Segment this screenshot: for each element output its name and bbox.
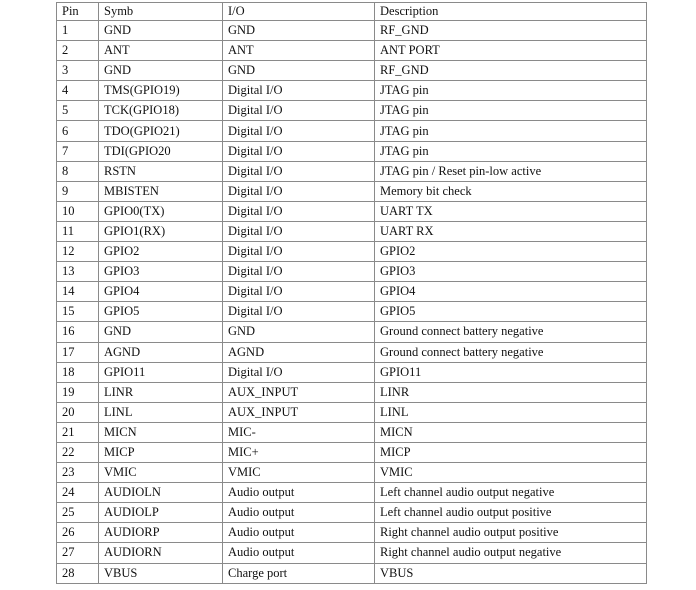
io-cell: Audio output bbox=[223, 523, 375, 543]
symb-cell: GPIO0(TX) bbox=[99, 201, 223, 221]
table-row bbox=[57, 282, 647, 302]
table-row bbox=[57, 161, 647, 181]
table-row bbox=[57, 563, 647, 583]
table-row bbox=[57, 382, 647, 402]
description-cell: ANT PORT bbox=[375, 41, 647, 61]
symb-cell: AGND bbox=[99, 342, 223, 362]
symb-cell: GND bbox=[99, 21, 223, 41]
description-cell: LINL bbox=[375, 402, 647, 422]
io-cell: Audio output bbox=[223, 503, 375, 523]
symb-cell: GPIO1(RX) bbox=[99, 221, 223, 241]
description-cell: GPIO4 bbox=[375, 282, 647, 302]
table-header bbox=[57, 3, 647, 21]
pin-cell: 13 bbox=[57, 262, 99, 282]
description-cell: Right channel audio output positive bbox=[375, 523, 647, 543]
description-cell: Ground connect battery negative bbox=[375, 322, 647, 342]
table-row bbox=[57, 402, 647, 422]
pin-cell: 1 bbox=[57, 21, 99, 41]
description-cell: LINR bbox=[375, 382, 647, 402]
table-row bbox=[57, 302, 647, 322]
symb-cell: RSTN bbox=[99, 161, 223, 181]
pin-cell: 16 bbox=[57, 322, 99, 342]
io-cell: Digital I/O bbox=[223, 141, 375, 161]
description-cell: UART TX bbox=[375, 201, 647, 221]
header-row bbox=[57, 3, 647, 21]
table-body bbox=[57, 21, 647, 584]
pin-cell: 28 bbox=[57, 563, 99, 583]
io-cell: MIC+ bbox=[223, 442, 375, 462]
table-row bbox=[57, 21, 647, 41]
pin-cell: 7 bbox=[57, 141, 99, 161]
description-cell: Right channel audio output negative bbox=[375, 543, 647, 563]
io-cell: Charge port bbox=[223, 563, 375, 583]
table-row bbox=[57, 141, 647, 161]
pin-cell: 19 bbox=[57, 382, 99, 402]
description-cell: VBUS bbox=[375, 563, 647, 583]
io-cell: Digital I/O bbox=[223, 201, 375, 221]
description-cell: VMIC bbox=[375, 463, 647, 483]
io-cell: AUX_INPUT bbox=[223, 382, 375, 402]
pin-cell: 5 bbox=[57, 101, 99, 121]
header-io: I/O bbox=[223, 3, 375, 21]
symb-cell: LINL bbox=[99, 402, 223, 422]
table-row bbox=[57, 342, 647, 362]
io-cell: Digital I/O bbox=[223, 262, 375, 282]
symb-cell: MICP bbox=[99, 442, 223, 462]
symb-cell: TCK(GPIO18) bbox=[99, 101, 223, 121]
symb-cell: AUDIORN bbox=[99, 543, 223, 563]
symb-cell: LINR bbox=[99, 382, 223, 402]
description-cell: Ground connect battery negative bbox=[375, 342, 647, 362]
table-row bbox=[57, 483, 647, 503]
symb-cell: GND bbox=[99, 322, 223, 342]
io-cell: Digital I/O bbox=[223, 242, 375, 262]
io-cell: AUX_INPUT bbox=[223, 402, 375, 422]
io-cell: Digital I/O bbox=[223, 302, 375, 322]
table-row bbox=[57, 503, 647, 523]
description-cell: GPIO11 bbox=[375, 362, 647, 382]
io-cell: Digital I/O bbox=[223, 221, 375, 241]
header-description: Description bbox=[375, 3, 647, 21]
pin-cell: 4 bbox=[57, 81, 99, 101]
header-pin: Pin bbox=[57, 3, 99, 21]
symb-cell: VBUS bbox=[99, 563, 223, 583]
description-cell: MICP bbox=[375, 442, 647, 462]
pin-cell: 9 bbox=[57, 181, 99, 201]
table-row bbox=[57, 181, 647, 201]
io-cell: GND bbox=[223, 21, 375, 41]
io-cell: GND bbox=[223, 61, 375, 81]
symb-cell: GPIO3 bbox=[99, 262, 223, 282]
table-row bbox=[57, 322, 647, 342]
symb-cell: GND bbox=[99, 61, 223, 81]
io-cell: Digital I/O bbox=[223, 181, 375, 201]
io-cell: VMIC bbox=[223, 463, 375, 483]
table-row bbox=[57, 262, 647, 282]
pin-cell: 20 bbox=[57, 402, 99, 422]
pin-cell: 24 bbox=[57, 483, 99, 503]
pin-cell: 22 bbox=[57, 442, 99, 462]
table-row bbox=[57, 221, 647, 241]
pin-cell: 25 bbox=[57, 503, 99, 523]
description-cell: UART RX bbox=[375, 221, 647, 241]
description-cell: Left channel audio output negative bbox=[375, 483, 647, 503]
io-cell: ANT bbox=[223, 41, 375, 61]
table-row bbox=[57, 362, 647, 382]
pin-cell: 18 bbox=[57, 362, 99, 382]
description-cell: Left channel audio output positive bbox=[375, 503, 647, 523]
pin-cell: 21 bbox=[57, 422, 99, 442]
symb-cell: MICN bbox=[99, 422, 223, 442]
description-cell: MICN bbox=[375, 422, 647, 442]
pin-cell: 11 bbox=[57, 221, 99, 241]
pin-cell: 2 bbox=[57, 41, 99, 61]
symb-cell: AUDIORP bbox=[99, 523, 223, 543]
pin-cell: 27 bbox=[57, 543, 99, 563]
description-cell: RF_GND bbox=[375, 61, 647, 81]
symb-cell: TDI(GPIO20 bbox=[99, 141, 223, 161]
table-row bbox=[57, 81, 647, 101]
pin-cell: 14 bbox=[57, 282, 99, 302]
symb-cell: VMIC bbox=[99, 463, 223, 483]
symb-cell: GPIO2 bbox=[99, 242, 223, 262]
pin-cell: 10 bbox=[57, 201, 99, 221]
description-cell: GPIO5 bbox=[375, 302, 647, 322]
description-cell: JTAG pin bbox=[375, 101, 647, 121]
io-cell: Audio output bbox=[223, 483, 375, 503]
table-row bbox=[57, 121, 647, 141]
table-row bbox=[57, 201, 647, 221]
description-cell: JTAG pin bbox=[375, 141, 647, 161]
symb-cell: ANT bbox=[99, 41, 223, 61]
header-symb: Symb bbox=[99, 3, 223, 21]
symb-cell: TMS(GPIO19) bbox=[99, 81, 223, 101]
io-cell: MIC- bbox=[223, 422, 375, 442]
pin-cell: 15 bbox=[57, 302, 99, 322]
io-cell: Digital I/O bbox=[223, 362, 375, 382]
table-row bbox=[57, 41, 647, 61]
io-cell: Digital I/O bbox=[223, 161, 375, 181]
table-row bbox=[57, 543, 647, 563]
table-row bbox=[57, 523, 647, 543]
pin-cell: 12 bbox=[57, 242, 99, 262]
pin-cell: 17 bbox=[57, 342, 99, 362]
pin-cell: 3 bbox=[57, 61, 99, 81]
description-cell: Memory bit check bbox=[375, 181, 647, 201]
io-cell: Audio output bbox=[223, 543, 375, 563]
table-row bbox=[57, 422, 647, 442]
symb-cell: GPIO11 bbox=[99, 362, 223, 382]
symb-cell: AUDIOLN bbox=[99, 483, 223, 503]
pin-cell: 6 bbox=[57, 121, 99, 141]
description-cell: GPIO3 bbox=[375, 262, 647, 282]
pin-cell: 26 bbox=[57, 523, 99, 543]
symb-cell: MBISTEN bbox=[99, 181, 223, 201]
table-row bbox=[57, 101, 647, 121]
description-cell: JTAG pin bbox=[375, 121, 647, 141]
symb-cell: AUDIOLP bbox=[99, 503, 223, 523]
pin-cell: 8 bbox=[57, 161, 99, 181]
table-row bbox=[57, 442, 647, 462]
table-row bbox=[57, 242, 647, 262]
io-cell: Digital I/O bbox=[223, 81, 375, 101]
pin-definition-table bbox=[56, 2, 647, 584]
table-row bbox=[57, 463, 647, 483]
description-cell: GPIO2 bbox=[375, 242, 647, 262]
io-cell: AGND bbox=[223, 342, 375, 362]
symb-cell: GPIO4 bbox=[99, 282, 223, 302]
symb-cell: TDO(GPIO21) bbox=[99, 121, 223, 141]
description-cell: RF_GND bbox=[375, 21, 647, 41]
table-row bbox=[57, 61, 647, 81]
io-cell: Digital I/O bbox=[223, 101, 375, 121]
io-cell: GND bbox=[223, 322, 375, 342]
symb-cell: GPIO5 bbox=[99, 302, 223, 322]
description-cell: JTAG pin / Reset pin-low active bbox=[375, 161, 647, 181]
description-cell: JTAG pin bbox=[375, 81, 647, 101]
io-cell: Digital I/O bbox=[223, 121, 375, 141]
pin-cell: 23 bbox=[57, 463, 99, 483]
io-cell: Digital I/O bbox=[223, 282, 375, 302]
